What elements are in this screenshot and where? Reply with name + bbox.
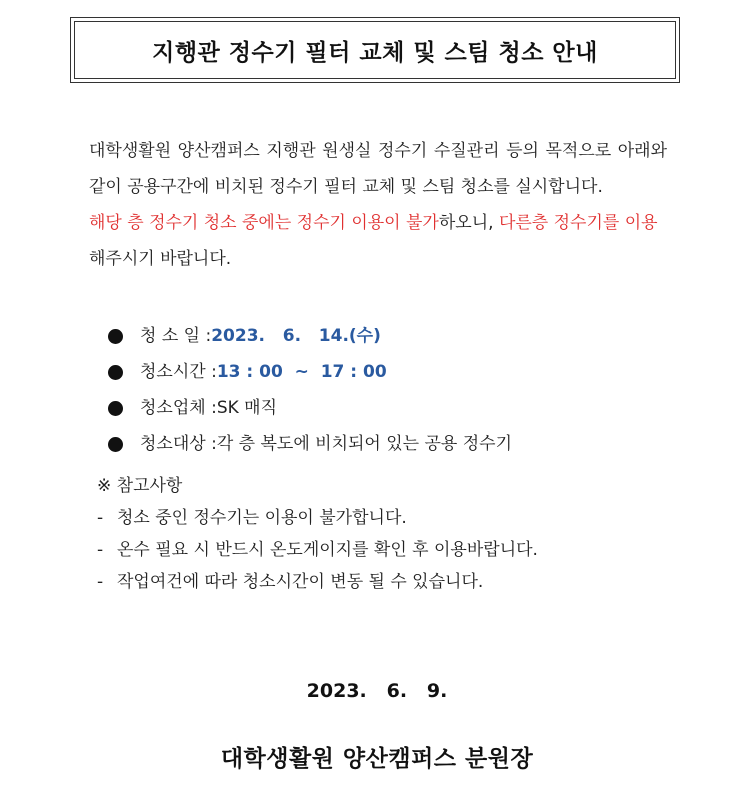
detail-value: 각 층 복도에 비치되어 있는 공용 정수기 (216, 434, 513, 454)
details-list (108, 318, 688, 462)
list-item (97, 534, 697, 566)
detail-time (108, 354, 688, 390)
bullet-dot-icon (108, 329, 123, 344)
note-text: 작업여건에 따라 청소시간이 변동 될 수 있습니다. (117, 572, 484, 592)
intro-paragraph: 대학생활원 양산캠퍼스 지행관 원생실 정수기 수질관리 등의 목적으로 아래와 같이 공용구간에 비치된 정수기 필터 교체 및 스팀 청소를 실시합니다. (89, 141, 667, 197)
intro-section (89, 133, 667, 277)
bullet-dot-icon (108, 401, 123, 416)
detail-label: 청소업체 : (140, 398, 217, 418)
detail-value: SK 매직 (216, 398, 278, 418)
detail-value: 2023. 6. 14.(수) (211, 326, 381, 346)
notes-section (97, 470, 697, 598)
detail-target (108, 426, 688, 462)
detail-label: 청소시간 : (140, 362, 217, 382)
notice-text-4: 해주시기 바랍니다. (89, 249, 232, 269)
list-item (97, 566, 697, 598)
title-frame (70, 17, 680, 83)
detail-label: 청 소 일 : (140, 326, 212, 346)
detail-company (108, 390, 688, 426)
notice-text-2: 하오니, (438, 213, 499, 233)
notes-heading: ※ 참고사항 (97, 476, 183, 496)
notice-title: 지행관 정수기 필터 교체 및 스팀 청소 안내 (74, 21, 676, 79)
issue-date: 2023. 6. 9. (306, 680, 448, 702)
red-notice-text-1: 해당 층 정수기 청소 중에는 정수기 이용이 불가 (89, 213, 439, 233)
bullet-dot-icon (108, 437, 123, 452)
detail-label: 청소대상 : (140, 434, 217, 454)
list-item (97, 502, 697, 534)
note-text: 청소 중인 정수기는 이용이 불가합니다. (117, 508, 407, 528)
dash-bullet: - (97, 508, 104, 528)
note-text: 온수 필요 시 반드시 온도게이지를 확인 후 이용바랍니다. (117, 540, 538, 560)
signature: 대학생활원 양산캠퍼스 분원장 (220, 746, 534, 772)
detail-value: 13 : 00 ~ 17 : 00 (216, 362, 387, 382)
red-notice-text-3: 다른층 정수기를 이용 (498, 213, 658, 233)
bullet-dot-icon (108, 365, 123, 380)
dash-bullet: - (97, 540, 104, 560)
notice-paragraph (89, 205, 667, 277)
notes-list (97, 502, 697, 598)
dash-bullet: - (97, 572, 104, 592)
detail-date (108, 318, 688, 354)
